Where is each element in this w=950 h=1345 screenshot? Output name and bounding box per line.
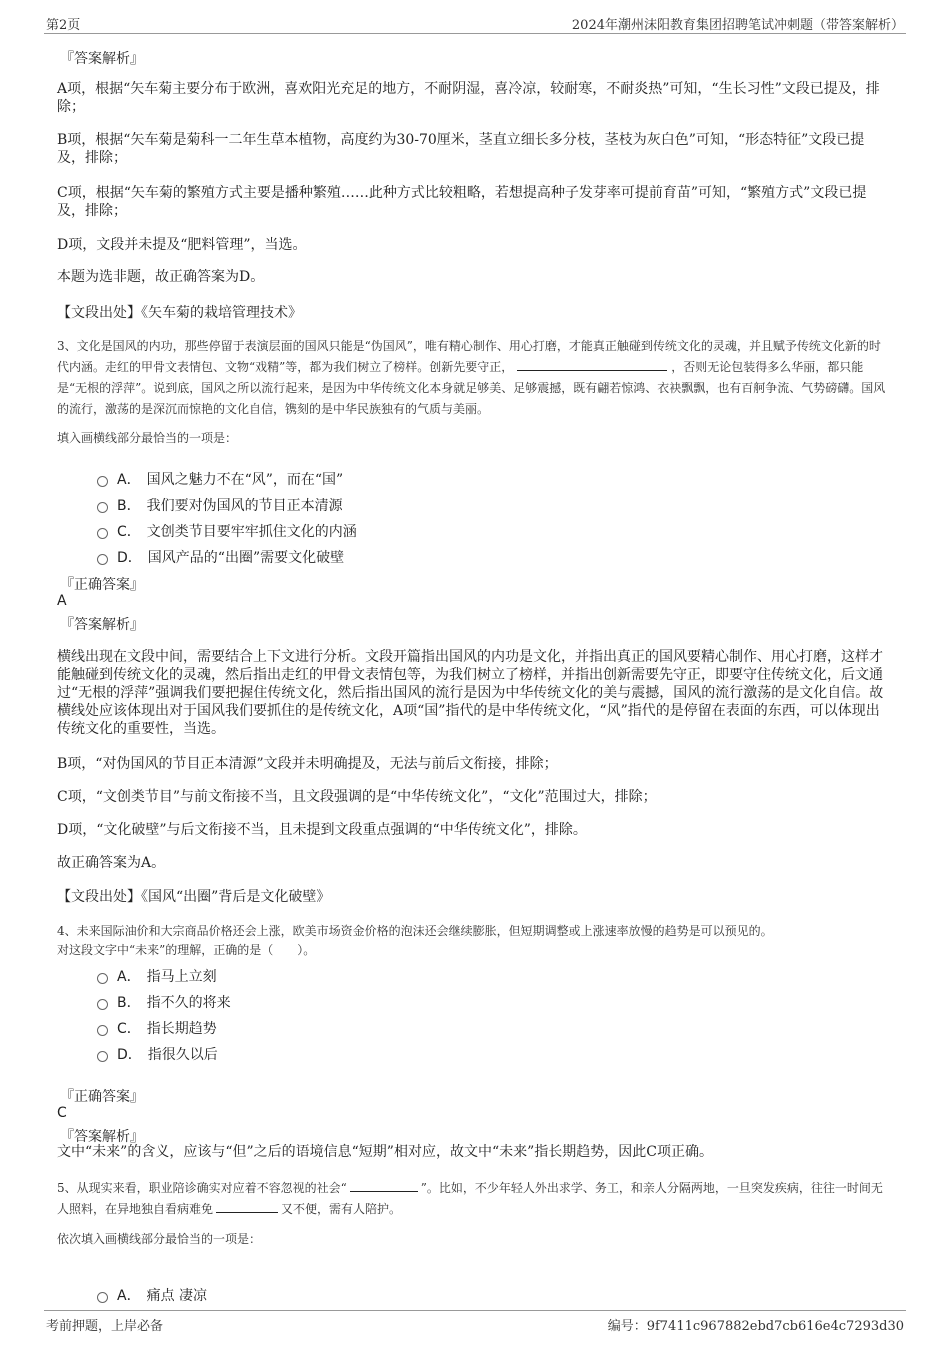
- q5-blank-2: [216, 1200, 278, 1213]
- q4-option-d[interactable]: D． 指很久以后: [97, 1044, 218, 1062]
- footer-rule: [44, 1310, 906, 1311]
- document-title: 2024年潮州沫阳教育集团招聘笔试冲刺题（带答案解析）: [571, 18, 904, 33]
- q3-explain-main: 横线出现在文段中间，需要结合上下文进行分析。文段开篇指出国风的内功是文化，并指出真正的国风要精心制作、用心打磨，这样才能触碰到传统文化的灵魂，然后指出走红的甲骨文表情包等，为我们树立了榜样，并指出创新需要先守正，即要守住传统文化，后文通过“无根的浮萍”强调我们要把握住传统文化，然后指出国风的流行是因为中华传统文化的美与震撼，国风的流行激荡的是文化自信。故横线处应该体现出对于国风我们要抓住的是传统文化，A项“国”指代的是中华传统文化，“风”指代的是停留在表面的东西，可以体现出传统文化的重要性，当选。: [57, 649, 884, 737]
- q3-explain-c: C项，“文创类节目”与前文衔接不当，且文段强调的是“中华传统文化”，“文化”范围过大，排除；: [57, 789, 657, 805]
- q3-option-c[interactable]: C． 文创类节目要牢牢抓住文化的内涵: [97, 521, 357, 539]
- q2-explain-c: C项，根据“矢车菊的繁殖方式主要是播种繁殖……此种方式比较粗略，若想提高种子发芽率可提前育苗”可知，“繁殖方式”文段已提及，排除；: [57, 185, 867, 219]
- radio-icon[interactable]: [97, 528, 108, 539]
- q4-stem: 4、未来国际油价和大宗商品价格还会上涨，欧美市场资金价格的泡沫还会继续膨胀，但短期调整或上涨速率放慢的趋势是可以预见的。: [57, 924, 773, 938]
- q3-stem-part1: 3、文化是国风的内功，那些停留于表演层面的国风只能是“伪国风”，唯有精心制作、用心打磨，才能真正触碰到传统文化的灵魂，并且赋予传统文化新的时代内涵。走红的甲骨文表情包、文物“戏精”等，都为我们树立了榜样。创新先要守正，: [57, 339, 881, 374]
- q3-explain-d: D项，“文化破壁”与后文衔接不当，且未提到文段重点强调的“中华传统文化”，排除。: [57, 822, 587, 838]
- footer-slogan: 考前押题，上岸必备: [46, 1319, 164, 1334]
- q4-option-c[interactable]: C． 指长期趋势: [97, 1018, 217, 1036]
- q3-stem-part2: ，否则无论包装得多么华丽，都只能是“无根的浮萍”。说到底，国风之所以流行起来，是因为中华传统文化本身就足够美、足够震撼，既有翩若惊鸿、衣袂飘飘，也有百舸争流、气势磅礴。国风的流行，激荡的是深沉而惊艳的文化自信，镌刻的是中华民族独有的气质与美丽。: [57, 360, 886, 416]
- radio-icon[interactable]: [97, 999, 108, 1010]
- q3-answer-tag: 『正确答案』: [60, 577, 144, 593]
- q3-option-b[interactable]: B． 我们要对伪国风的节目正本清源: [97, 495, 343, 513]
- q4-explain: 文中“未来”的含义，应该与“但”之后的语境信息“短期”相对应，故文中“未来”指长期趋势，因此C项正确。: [57, 1144, 713, 1160]
- q3-option-a[interactable]: A． 国风之魅力不在“风”，而在“国”: [97, 469, 343, 487]
- q3-answer: A: [57, 593, 67, 609]
- q2-explain-tag: 『答案解析』: [60, 51, 144, 67]
- q2-source: 【文段出处】《矢车菊的栽培管理技术》: [57, 305, 302, 321]
- radio-icon[interactable]: [97, 1025, 108, 1036]
- q5-option-a[interactable]: A． 痛点 凄凉: [97, 1285, 207, 1303]
- q5-blank-1: [350, 1179, 418, 1192]
- radio-icon[interactable]: [97, 476, 108, 487]
- q4-option-b[interactable]: B． 指不久的将来: [97, 992, 231, 1010]
- document-code: 编号：9f7411c967882ebd7cb616e4c7293d30: [607, 1319, 904, 1334]
- radio-icon[interactable]: [97, 502, 108, 513]
- q3-explain-tag: 『答案解析』: [60, 617, 144, 633]
- q2-conclusion: 本题为选非题，故正确答案为D。: [57, 269, 265, 285]
- q2-explain-a: A项，根据“矢车菊主要分布于欧洲，喜欢阳光充足的地方，不耐阴湿，喜冷凉，较耐寒，不耐炎热”可知，“生长习性”文段已提及，排除；: [57, 81, 880, 115]
- q3-source: 【文段出处】《国风“出圈”背后是文化破壁》: [57, 889, 331, 905]
- radio-icon[interactable]: [97, 1051, 108, 1062]
- q3-option-d[interactable]: D． 国风产品的“出圈”需要文化破壁: [97, 547, 344, 565]
- q4-question: 对这段文字中“未来”的理解，正确的是（ ）。: [57, 943, 316, 957]
- q2-explain-d: D项，文段并未提及“肥料管理”，当选。: [57, 237, 307, 253]
- q5-stem: 5、从现实来看，职业陪诊确实对应着不容忽视的社会“ ”。比如，不少年轻人外出求学、务工，和亲人分隔两地，一旦突发疾病，往往一时间无人照料，在异地独自看病难免 又不便，需有人陪护。: [57, 1181, 883, 1216]
- q3-explain-b: B项，“对伪国风的节目正本清源”文段并未明确提及，无法与前后文衔接，排除；: [57, 756, 558, 772]
- header-rule: [44, 33, 906, 34]
- q3-stem: [57, 336, 892, 420]
- page-number: 第2页: [46, 18, 81, 33]
- q4-answer-tag: 『正确答案』: [60, 1089, 144, 1105]
- q4-answer: C: [57, 1105, 67, 1121]
- q4-explain-tag: 『答案解析』: [60, 1129, 144, 1145]
- q2-explain-b: B项，根据“矢车菊是菊科一二年生草本植物，高度约为30-70厘米，茎直立细长多分枝，茎枝为灰白色”可知，“形态特征”文段已提及，排除；: [57, 132, 865, 166]
- q4-option-a[interactable]: A． 指马上立刻: [97, 966, 217, 984]
- q3-conclusion: 故正确答案为A。: [57, 855, 166, 871]
- radio-icon[interactable]: [97, 973, 108, 984]
- radio-icon[interactable]: [97, 554, 108, 565]
- q3-blank: [517, 358, 667, 371]
- q5-prompt: 依次填入画横线部分最恰当的一项是：: [57, 1232, 262, 1246]
- radio-icon[interactable]: [97, 1292, 108, 1303]
- q3-prompt: 填入画横线部分最恰当的一项是：: [57, 431, 238, 445]
